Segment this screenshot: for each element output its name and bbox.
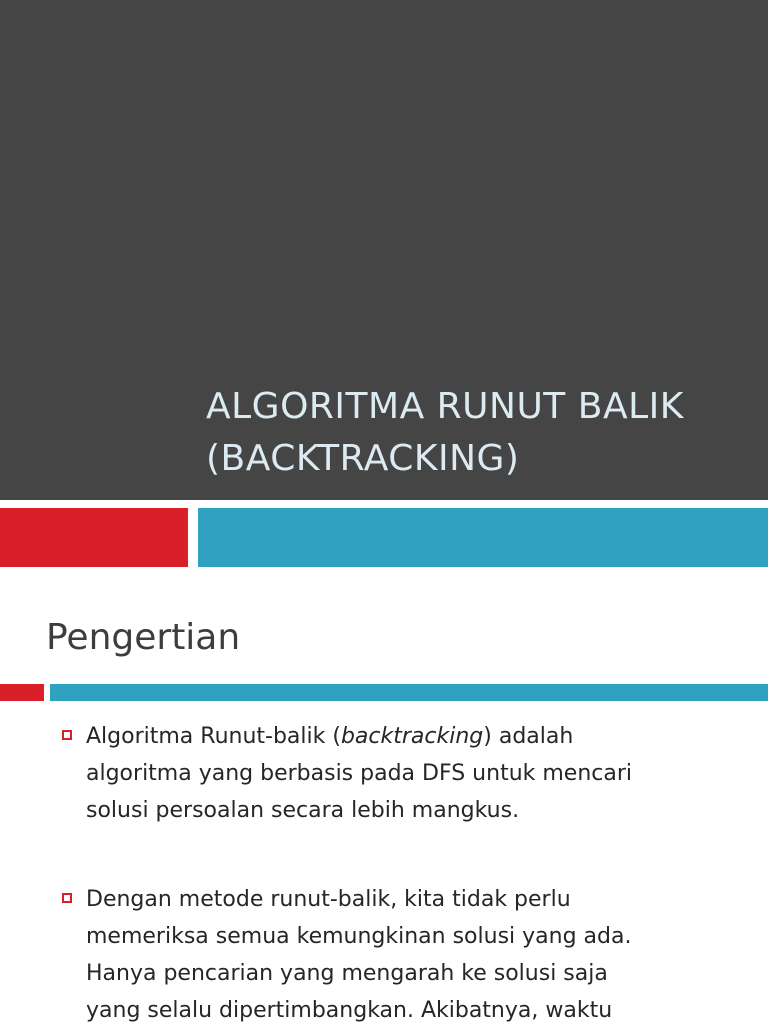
bullet-text-segment: ) adalah xyxy=(483,724,574,749)
accent-bar-red xyxy=(0,508,188,567)
bullet-line: algoritma yang berbasis pada DFS untuk mencari xyxy=(86,761,633,786)
slide-title-line-1: ALGORITMA RUNUT BALIK xyxy=(206,386,684,427)
bullet-line: memeriksa semua kemungkinan solusi yang ada. xyxy=(86,924,632,949)
accent-bar-blue xyxy=(198,508,768,567)
bullet-line: Dengan metode runut-balik, kita tidak perlu xyxy=(86,887,571,912)
bullet-italic-term: backtracking xyxy=(340,724,484,749)
slide-title xyxy=(206,381,756,485)
bullet-line: solusi persoalan secara lebih mangkus. xyxy=(86,798,520,823)
bullet-line: yang selalu dipertimbangkan. Akibatnya, waktu xyxy=(86,998,613,1023)
content-accent-bar-red xyxy=(0,684,44,701)
slide-title-line-2: (BACKTRACKING) xyxy=(206,438,520,479)
content-accent-bar-blue xyxy=(50,684,768,701)
bullet-text xyxy=(86,881,726,1024)
square-bullet-icon xyxy=(62,893,72,903)
bullet-line xyxy=(86,718,726,755)
bullet-line: Hanya pencarian yang mengarah ke solusi saja xyxy=(86,961,608,986)
content-slide xyxy=(0,568,768,1024)
bullet-text xyxy=(86,718,726,829)
content-slide-title: Pengertian xyxy=(46,617,241,658)
square-bullet-icon xyxy=(62,730,72,740)
bullet-text-segment: Algoritma Runut-balik ( xyxy=(86,724,341,749)
